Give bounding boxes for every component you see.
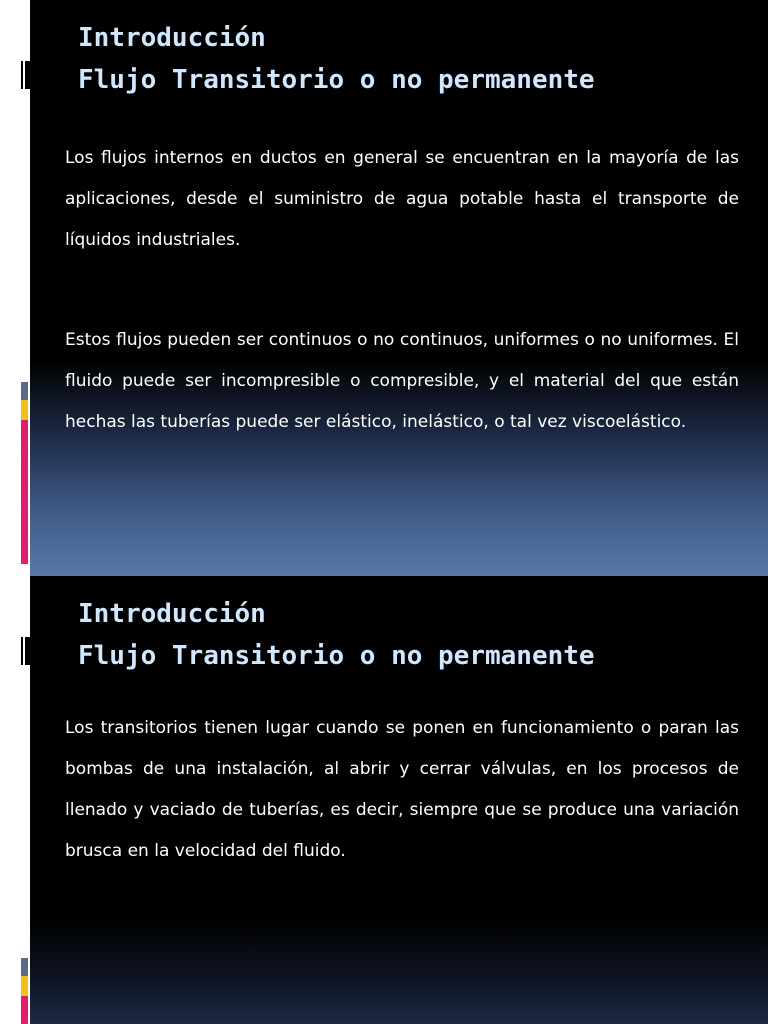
accent-bar-yellow xyxy=(21,400,28,420)
accent-bar-gray xyxy=(21,382,28,400)
title-marker xyxy=(18,61,33,89)
accent-bars xyxy=(21,958,28,1024)
title-marker xyxy=(18,637,33,665)
slide-title-line-2: Flujo Transitorio o no permanente xyxy=(78,641,595,671)
body-paragraph: Estos flujos pueden ser continuos o no continuos, uniformes o no uniformes. El fluido puede ser incompresible o compresible, y el material del que están hechas las tuberías puede ser elástico, inelástico, o tal vez viscoelástico. xyxy=(65,330,739,432)
accent-bar-pink xyxy=(21,420,28,564)
body-paragraph: Los flujos internos en ductos en general se encuentran en la mayoría de las aplicaciones, desde el suministro de agua potable hasta el transporte de líquidos industriales. xyxy=(65,148,739,250)
slide-title xyxy=(78,17,595,101)
slide-title xyxy=(78,593,595,677)
accent-bar-yellow xyxy=(21,976,28,996)
slide-title-line-1: Introducción xyxy=(78,23,266,53)
accent-bar-gray xyxy=(21,958,28,976)
accent-bar-pink xyxy=(21,996,28,1024)
accent-bars xyxy=(21,382,28,564)
slide-title-line-1: Introducción xyxy=(78,599,266,629)
body-paragraph: Los transitorios tienen lugar cuando se ponen en funcionamiento o paran las bombas de una instalación, al abrir y cerrar válvulas, en los procesos de llenado y vaciado de tuberías, es decir, siempre que se produce una variación brusca en la velocidad del fluido. xyxy=(65,718,739,861)
slide-title-line-2: Flujo Transitorio o no permanente xyxy=(78,65,595,95)
slide-2 xyxy=(0,576,768,1024)
